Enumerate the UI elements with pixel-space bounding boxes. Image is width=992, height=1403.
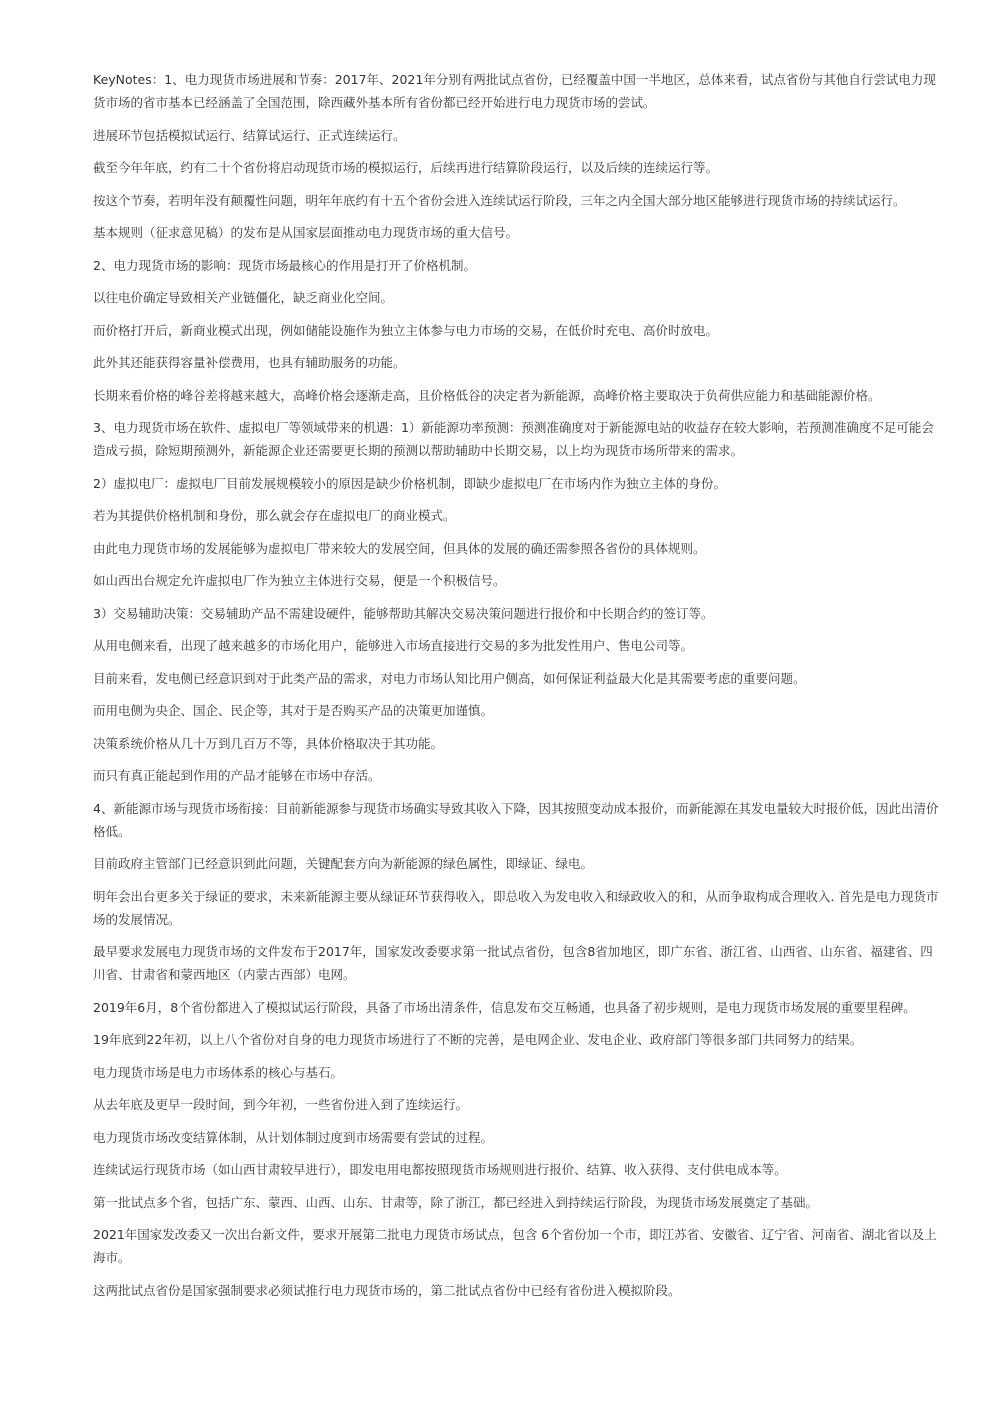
paragraph: 从用电侧来看，出现了越来越多的市场化用户，能够进入市场直接进行交易的多为批发性用户、售电公司等。 [93,638,694,653]
paragraph: 长期来看价格的峰谷差将越来越大，高峰价格会逐渐走高，且价格低谷的决定者为新能源，高峰价格主要取决于负荷供应能力和基础能源价格。 [93,387,881,403]
paragraph: 而只有真正能起到作用的产品才能够在市场中存活。 [93,768,381,783]
paragraph: 如山西出台规定允许虚拟电厂作为独立主体进行交易，便是一个积极信号。 [93,573,506,588]
paragraph: 此外其还能获得容量补偿费用，也具有辅助服务的功能。 [93,355,406,370]
paragraph: 这两批试点省份是国家强制要求必须试推行电力现货市场的，第二批试点省份中已经有省份进入模拟阶段。 [93,1282,681,1298]
paragraph-keynotes-4: 4、新能源市场与现货市场衔接：目前新能源参与现货市场确实导致其收入下降，因其按照变动成本报价，而新能源在其发电量较大时报价低，因此出清价格低。 [93,800,939,839]
paragraph: 19年底到22年初，以上八个省份对自身的电力现货市场进行了不断的完善，是电网企业、发电企业、政府部门等很多部门共同努力的结果。 [93,1032,863,1047]
paragraph: 2021年国家发改委又一次出台新文件，要求开展第二批电力现货市场试点，包含 6个省份加一个市，即江苏省、安徽省、辽宁省、河南省、湖北省以及上海市。 [93,1227,937,1265]
paragraph: 而用电侧为央企、国企、民企等，其对于是否购买产品的决策更加谨慎。 [93,703,494,718]
paragraph: 明年会出台更多关于绿证的要求，未来新能源主要从绿证环节获得收入，即总收入为发电收入和绿政收入的和，从而争取构成合理收入. 首先是电力现货市场的发展情况。 [93,888,939,927]
paragraph: 电力现货市场改变结算体制，从计划体制过度到市场需要有尝试的过程。 [93,1129,494,1145]
paragraph-keynotes-2: 2、电力现货市场的影响：现货市场最核心的作用是打开了价格机制。 [93,257,476,273]
document-body [93,68,943,1311]
paragraph: 从去年底及更早一段时间，到今年初，一些省份进入到了连续运行。 [93,1097,469,1112]
paragraph: 第一批试点多个省，包括广东、蒙西、山西、山东、甘肃等，除了浙江，都已经进入到持续运行阶段，为现货市场发展奠定了基础。 [93,1194,819,1210]
paragraph: 截至今年年底，约有二十个省份将启动现货市场的模拟运行，后续再进行结算阶段运行，以及后续的连续运行等。 [93,160,719,175]
paragraph: 目前来看，发电侧已经意识到对于此类产品的需求，对电力市场认知比用户侧高，如何保证利益最大化是其需要考虑的重要问题。 [93,670,806,686]
paragraph: 决策系统价格从几十万到几百万不等，具体价格取决于其功能。 [93,735,444,751]
paragraph: 按这个节奏，若明年没有颠覆性问题，明年年底约有十五个省份会进入连续试运行阶段，三年之内全国大部分地区能够进行现货市场的持续试运行。 [93,192,906,208]
paragraph: 若为其提供价格机制和身份，那么就会存在虚拟电厂的商业模式。 [93,508,456,523]
paragraph: 2）虚拟电厂：虚拟电厂目前发展规模较小的原因是缺少价格机制，即缺少虚拟电厂在市场内作为独立主体的身份。 [93,475,726,491]
paragraph: 电力现货市场是电力市场体系的核心与基石。 [93,1064,344,1080]
paragraph: 而价格打开后，新商业模式出现，例如储能设施作为独立主体参与电力市场的交易，在低价时充电、高价时放电。 [93,322,719,338]
paragraph-keynotes-3: 3、电力现货市场在软件、虚拟电厂等领域带来的机遇：1）新能源功率预测：预测准确度对于新能源电站的收益存在较大影响，若预测准确度不足可能会造成亏损，除短期预测外，新能源企业还需要更长期的预测以帮助辅助中长期交易，以上均为现货市场所带来的需求。 [93,420,934,458]
paragraph: 由此电力现货市场的发展能够为虚拟电厂带来较大的发展空间，但具体的发展的确还需参照各省份的具体规则。 [93,540,706,556]
paragraph: 基本规则（征求意见稿）的发布是从国家层面推动电力现货市场的重大信号。 [93,225,519,240]
paragraph: 2019年6月，8个省份都进入了模拟试运行阶段，具备了市场出清条件，信息发布交互畅通，也具备了初步规则，是电力现货市场发展的重要里程碑。 [93,999,916,1015]
paragraph: 连续试运行现货市场（如山西甘肃较早进行），即发电用电都按照现货市场规则进行报价、结算、收入获得、支付供电成本等。 [93,1162,787,1177]
paragraph-keynotes-1: KeyNotes：1、电力现货市场进展和节奏：2017年、2021年分别有两批试点省份，已经覆盖中国一半地区，总体来看，试点省份与其他自行尝试电力现货市场的省市基本已经涵盖了全国范围，除西藏外基本所有省份都已经开始进行电力现货市场的尝试。 [93,72,936,110]
paragraph: 目前政府主管部门已经意识到此问题，关键配套方向为新能源的绿色属性，即绿证、绿电。 [93,856,594,871]
paragraph: 以往电价确定导致相关产业链僵化，缺乏商业化空间。 [93,290,394,305]
paragraph: 3）交易辅助决策：交易辅助产品不需建设硬件，能够帮助其解决交易决策问题进行报价和中长期合约的签订等。 [93,605,714,621]
paragraph: 进展环节包括模拟试运行、结算试运行、正式连续运行。 [93,127,406,143]
paragraph: 最早要求发展电力现货市场的文件发布于2017年，国家发改委要求第一批试点省份，包含8省加地区，即广东省、浙江省、山西省、山东省、福建省、四川省、甘肃省和蒙西地区（内蒙古西部）电网。 [93,944,933,982]
